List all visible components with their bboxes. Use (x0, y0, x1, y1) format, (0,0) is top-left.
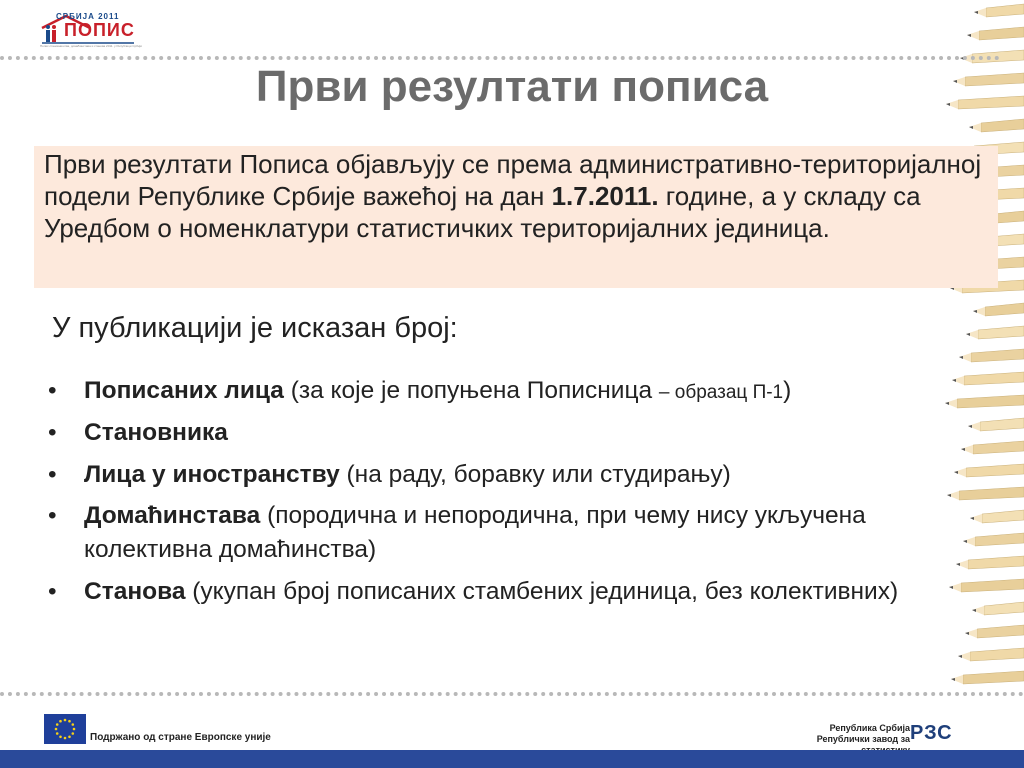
item-end: ) (783, 377, 792, 404)
intro-text-1: Први резултати Пописа објављују се према административно-територијалној подели Републике Србије важећој на дан (44, 149, 982, 212)
item-bold: Становника (84, 418, 228, 446)
logo-year: СРБИЈА 2011 (56, 12, 120, 21)
rzs-logo-icon: РЗС (910, 722, 953, 744)
bullet-icon: • (48, 460, 57, 488)
logo-brand: ПОПИС (64, 20, 135, 40)
list-item (40, 458, 940, 492)
item-text: (на раду, боравку или студирању) (339, 460, 731, 488)
item-bold: Лица у иностранству (84, 460, 340, 488)
bullet-list (40, 374, 940, 617)
bottom-divider (0, 692, 1024, 696)
list-item (40, 374, 940, 408)
item-text: (укупан број пописаних стамбених јединица, без колективних) (185, 577, 899, 605)
bullet-icon: • (48, 577, 57, 605)
list-item (40, 575, 940, 609)
bullet-icon: • (48, 377, 57, 404)
list-item (40, 499, 940, 567)
intro-box (34, 146, 998, 288)
item-bold: Станова (84, 577, 186, 605)
bullet-icon: • (48, 418, 57, 446)
item-bold: Пописаних лица (84, 377, 284, 404)
eu-support-text: Подржано од стране Европске уније (90, 732, 271, 743)
section-subheading: У публикацији је исказан број: (52, 312, 458, 344)
page-title: Први резултати пописа (255, 62, 769, 111)
rzs-line-2: Републички завод за (816, 733, 910, 744)
bullet-icon: • (48, 502, 57, 530)
top-divider (0, 56, 1000, 60)
item-text: (за које је попуњена Пописница (283, 377, 659, 404)
list-item (40, 416, 940, 450)
item-bold: Домаћинстава (84, 502, 261, 530)
footer-bar (0, 750, 1024, 768)
intro-date: 1.7.2011. (551, 181, 659, 212)
logo-subtitle: Попис становништва, домаћинстава и станова 2011. у Републици Србији (40, 44, 142, 48)
eu-flag-icon (44, 714, 86, 744)
item-text: (породична и непородична, при чему нису укључена колективна домаћинства) (84, 502, 866, 564)
intro-text-2: године, а у складу са Уредбом о номенклатури статистичких територијалних јединица. (44, 181, 921, 244)
item-small: – образац П-1 (658, 382, 784, 403)
rzs-line-1: Република Србија (829, 723, 910, 733)
